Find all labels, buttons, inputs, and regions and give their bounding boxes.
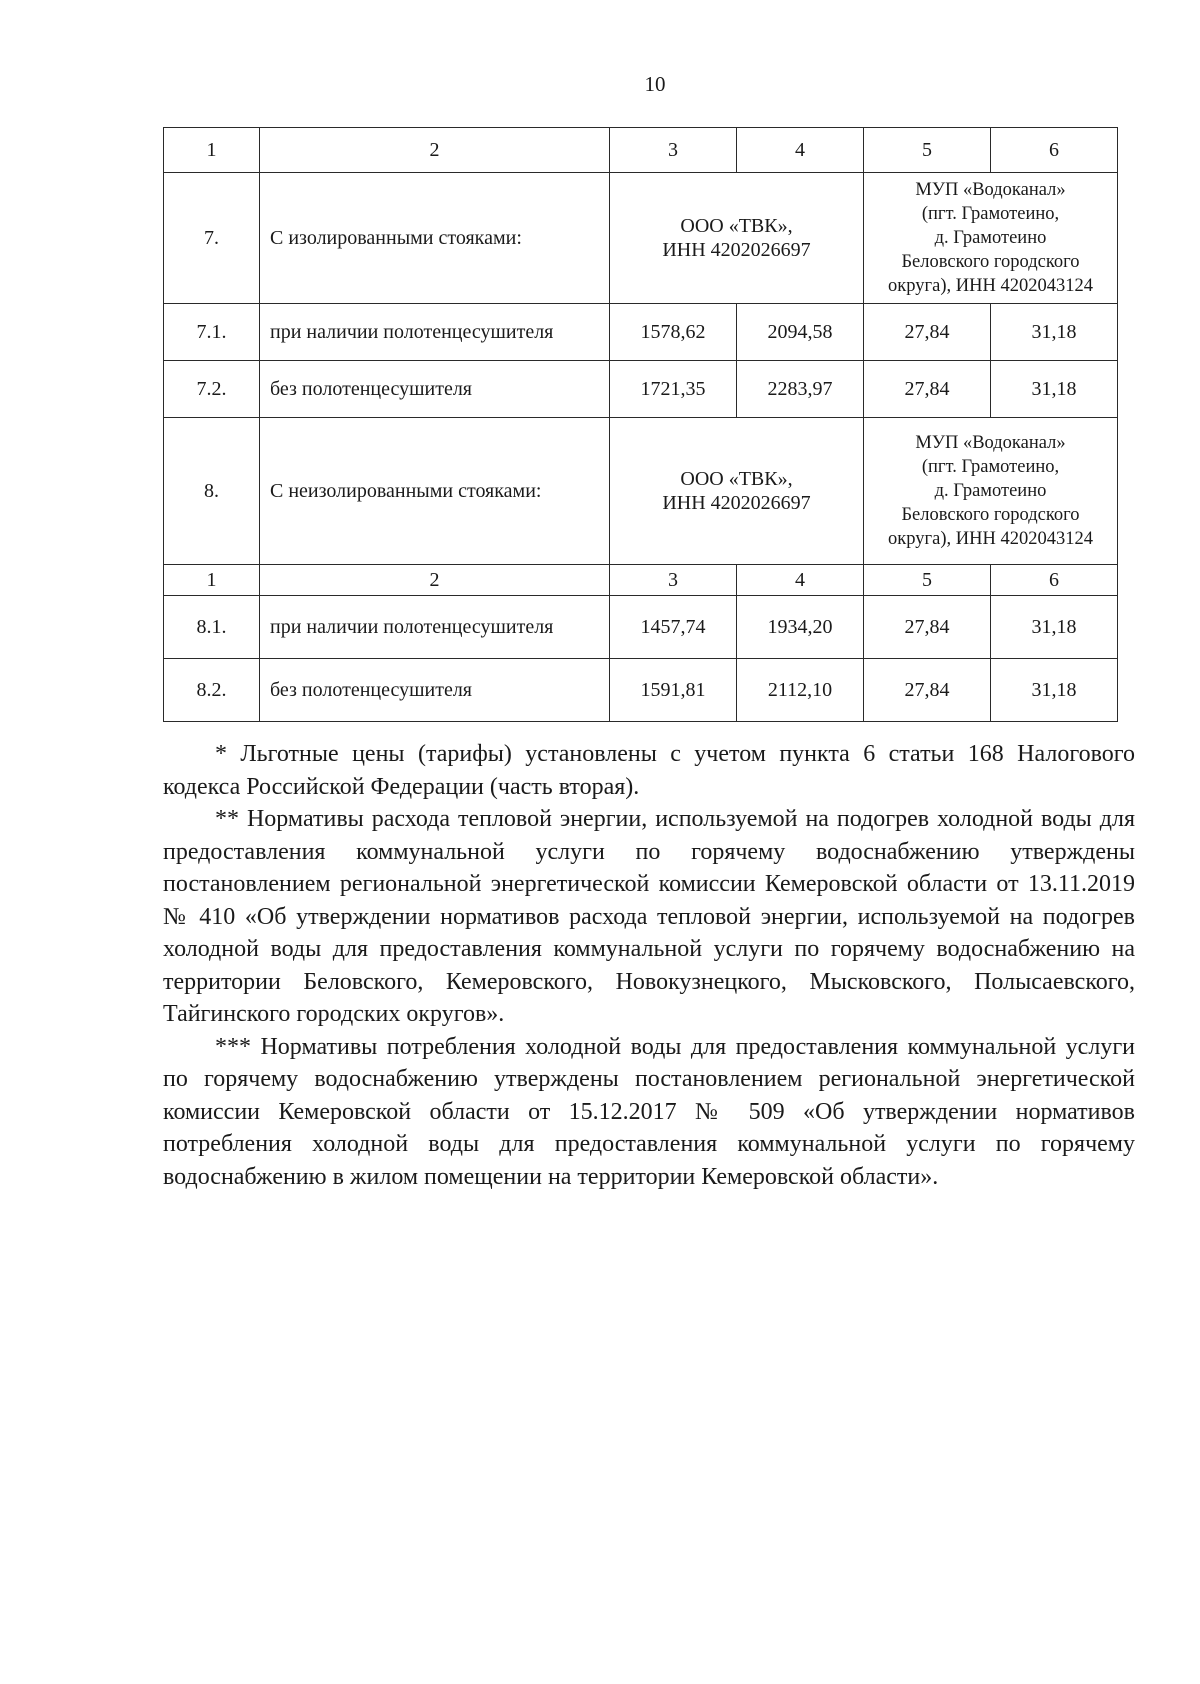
column-number: 5 (864, 565, 991, 596)
tariff-value: 27,84 (864, 659, 991, 722)
organization-line: д. Грамотеино (934, 228, 1047, 248)
organization-line: д. Грамотеино (934, 481, 1047, 501)
tariff-value: 1457,74 (610, 596, 737, 659)
tariff-value: 1591,81 (610, 659, 737, 722)
table-row (164, 361, 1118, 418)
column-number: 5 (864, 128, 991, 173)
table-row (164, 304, 1118, 361)
organization-line: (пгт. Грамотеино, (921, 457, 1060, 477)
tariff-value: 31,18 (991, 659, 1118, 722)
tariff-value: 31,18 (991, 361, 1118, 418)
footnote: ** Нормативы расхода тепловой энергии, используемой на подогрев холодной воды для предоставления коммунальной услуги по горячему водоснабжению утверждены постановлением региональной энергетической комиссии Кемеровской области от 13.11.2019 № 410 «Об утверждении нормативов расхода тепловой энергии, используемой на подогрев холодной воды для предоставления коммунальной услуги по горячему водоснабжению на территории Беловского, Кемеровского, Новокузнецкого, Мысковского, Полысаевского, Тайгинского городских округов». (163, 806, 1135, 1027)
table-header-row (164, 128, 1118, 173)
row-name: при наличии полотенцесушителя (260, 304, 610, 361)
organization-line: МУП «Водоканал» (915, 180, 1066, 200)
row-number: 7.2. (164, 361, 260, 418)
table-row (164, 596, 1118, 659)
row-number: 8.1. (164, 596, 260, 659)
row-number: 7.1. (164, 304, 260, 361)
tariff-table (163, 127, 1118, 722)
tariff-value: 2283,97 (737, 361, 864, 418)
table-group-row (164, 173, 1118, 304)
column-number: 6 (991, 128, 1118, 173)
tariff-value: 27,84 (864, 361, 991, 418)
organization-cell (864, 173, 1118, 304)
column-number: 1 (164, 565, 260, 596)
column-number: 6 (991, 565, 1118, 596)
table-group-row (164, 418, 1118, 565)
organization-cell (610, 418, 864, 565)
tariff-value: 31,18 (991, 596, 1118, 659)
column-number: 3 (610, 565, 737, 596)
organization-line: округа), ИНН 4202043124 (888, 276, 1093, 296)
organization-inn: ИНН 4202026697 (662, 492, 811, 514)
tariff-value: 1578,62 (610, 304, 737, 361)
column-number: 2 (260, 565, 610, 596)
organization-inn: ИНН 4202026697 (662, 239, 811, 261)
tariff-value: 2112,10 (737, 659, 864, 722)
organization-line: Беловского городского (901, 505, 1080, 525)
tariff-value: 31,18 (991, 304, 1118, 361)
organization-line: округа), ИНН 4202043124 (888, 529, 1093, 549)
row-number: 8.2. (164, 659, 260, 722)
organization-cell (610, 173, 864, 304)
row-number: 7. (164, 173, 260, 304)
tariff-value: 2094,58 (737, 304, 864, 361)
tariff-value: 27,84 (864, 304, 991, 361)
column-number: 1 (164, 128, 260, 173)
organization-line: (пгт. Грамотеино, (921, 204, 1060, 224)
row-name: С неизолированными стояками: (260, 418, 610, 565)
footnote: * Льготные цены (тарифы) установлены с учетом пункта 6 статьи 168 Налогового кодекса Российской Федерации (часть вторая). (163, 741, 1135, 800)
tariff-value: 1721,35 (610, 361, 737, 418)
column-number: 3 (610, 128, 737, 173)
column-number: 2 (260, 128, 610, 173)
organization-name: ООО «ТВК», (680, 215, 793, 237)
column-number: 4 (737, 128, 864, 173)
organization-line: Беловского городского (901, 252, 1080, 272)
tariff-value: 1934,20 (737, 596, 864, 659)
row-name: при наличии полотенцесушителя (260, 596, 610, 659)
row-name: без полотенцесушителя (260, 659, 610, 722)
table-header-row (164, 565, 1118, 596)
footnote: *** Нормативы потребления холодной воды для предоставления коммунальной услуги по горячему водоснабжению утверждены постановлением региональной энергетической комиссии Кемеровской области от 15.12.2017 № 509 «Об утверждении нормативов потребления холодной воды для предоставления коммунальной услуги по горячему водоснабжению в жилом помещении на территории Кемеровской области». (163, 1033, 1135, 1190)
footnotes (163, 738, 1135, 1193)
row-number: 8. (164, 418, 260, 565)
table-row (164, 659, 1118, 722)
organization-name: ООО «ТВК», (680, 468, 793, 490)
row-name: без полотенцесушителя (260, 361, 610, 418)
organization-line: МУП «Водоканал» (915, 433, 1066, 453)
row-name: С изолированными стояками: (260, 173, 610, 304)
organization-cell (864, 418, 1118, 565)
column-number: 4 (737, 565, 864, 596)
page-number: 10 (644, 72, 666, 96)
tariff-value: 27,84 (864, 596, 991, 659)
